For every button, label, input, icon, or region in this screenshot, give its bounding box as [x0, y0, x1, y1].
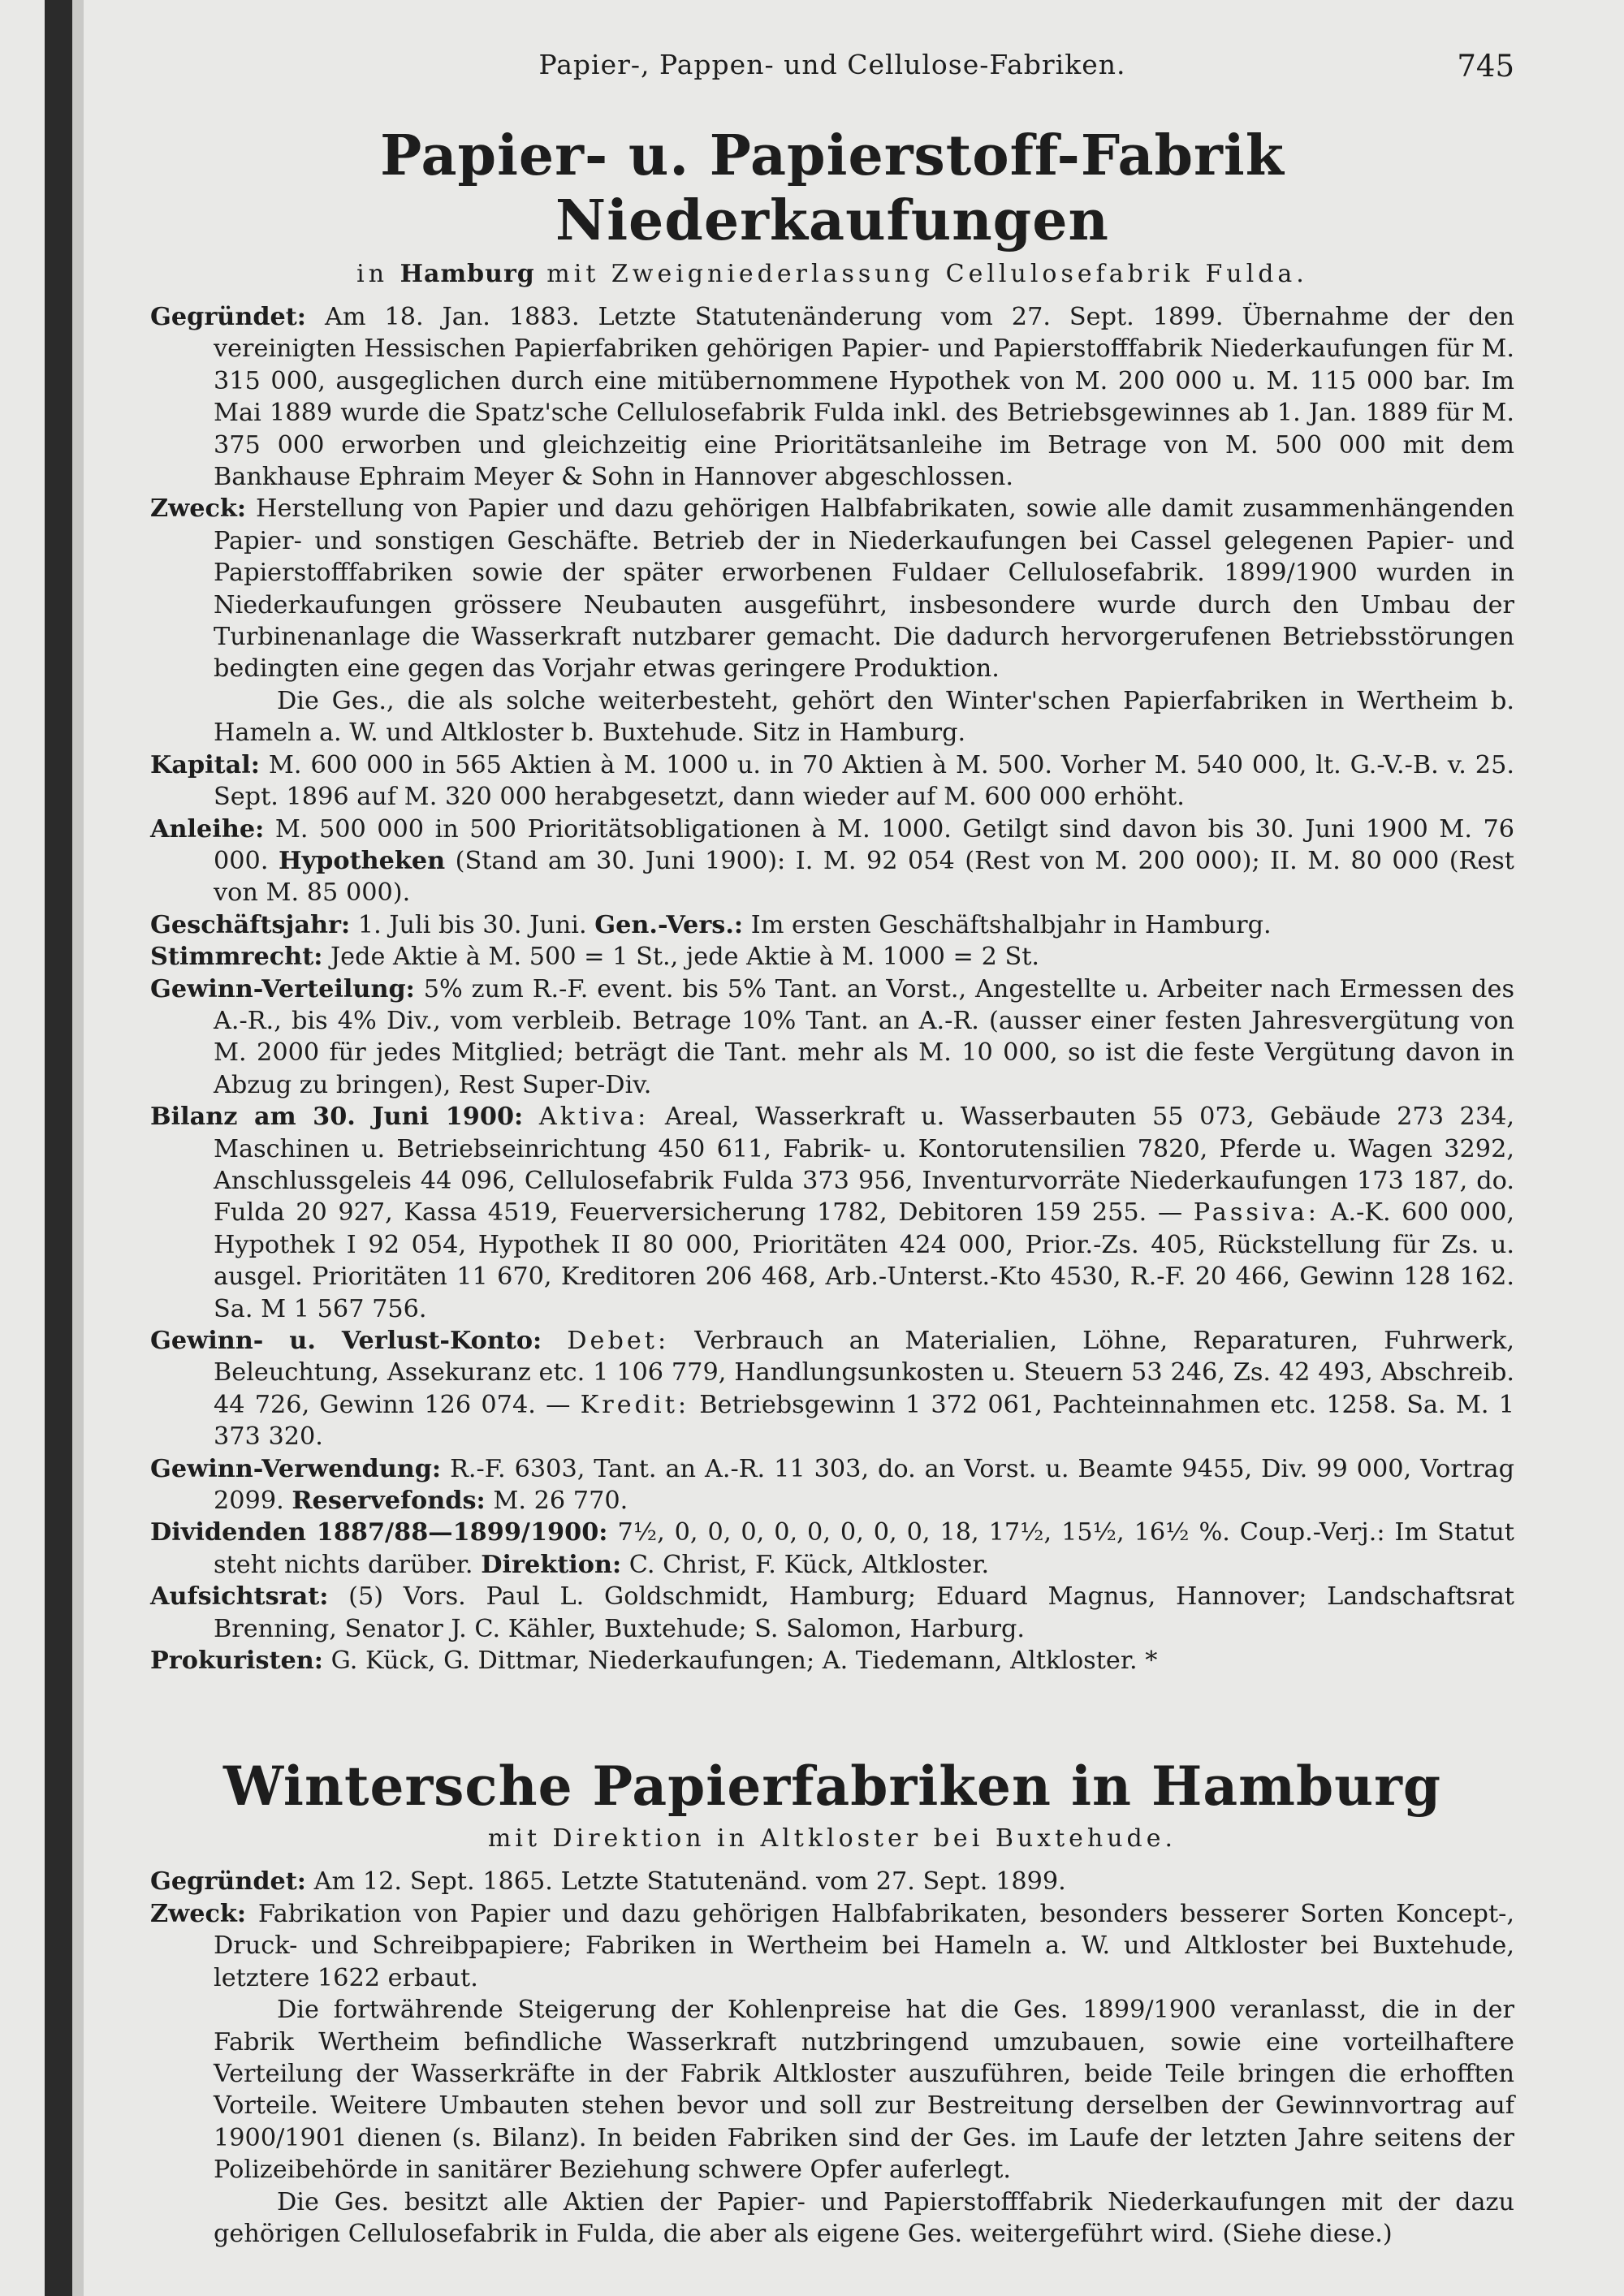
section-gewinn-verteilung	[150, 973, 1514, 1102]
section-kapital	[150, 749, 1514, 814]
scan-binding-edge	[72, 0, 84, 2296]
section-prokuristen	[150, 1645, 1514, 1677]
company-entry-niederkaufungen	[150, 123, 1514, 1677]
section-label: Geschäftsjahr:	[150, 910, 351, 939]
section-label: Gewinn- u. Verlust-Konto:	[150, 1327, 542, 1355]
section-zweck	[150, 493, 1514, 684]
section-text: (5) Vors. Paul L. Goldschmidt, Hamburg; Eduard Magnus, Hannover; Landschaftsrat Brenning, Senator J. C. Kähler, Buxtehude; S. Salomon, Harburg.	[214, 1582, 1514, 1643]
document-page	[150, 49, 1514, 2250]
section-gewinn-verlust	[150, 1325, 1514, 1453]
section-text: Am 12. Sept. 1865. Letzte Statutenänd. vom 27. Sept. 1899.	[313, 1867, 1066, 1897]
passiva-label: Passiva:	[1193, 1198, 1320, 1228]
section-zweck-continued: Die fortwährende Steigerung der Kohlenpreise hat die Ges. 1899/1900 veranlasst, die in der Fabrik Wertheim befindliche Wasserkraft nutzbringend umzubauen, sowie eine vorteilhaftere Verteilung der Wasserkräfte in der Fabrik Altkloster auszuführen, beide Teile bringen die erhofften Vorteile. Weitere Umbauten stehen bevor und soll zur Bestreitung derselben der Gewinnvortrag auf 1900/1901 dienen (s. Bilanz). In beiden Fabriken sind der Ges. im Laufe der letzten Jahre seitens der Polizeibehörde in sanitärer Beziehung schwere Opfer auferlegt.	[214, 1996, 1514, 2185]
section-text: M. 26 770.	[493, 1487, 628, 1516]
section-bilanz	[150, 1101, 1514, 1325]
company-title: Wintersche Papierfabriken in Hamburg	[222, 1754, 1442, 1819]
section-label: Direktion:	[481, 1550, 622, 1579]
section-label: Zweck:	[150, 494, 247, 524]
section-gewinn-verwendung	[150, 1453, 1514, 1517]
scan-binding-shadow	[45, 0, 72, 2296]
section-text: R.-F. 6303, Tant. an A.-R. 11 303, do. an Vorst. u. Beamte 9455, Div. 99 000, Vortrag 2099.	[214, 1454, 1515, 1516]
section-label: Aufsichtsrat:	[150, 1582, 329, 1612]
section-text: Areal, Wasserkraft u. Wasserbauten 55 073, Gebäude 273 234, Maschinen u. Betriebseinrichtung 450 611, Fabrik- u. Kontorutensilien 7820, Pferde u. Wagen 3292, Anschlussgeleis 44 096, Cellulosefabrik Fulda 373 956, Inventurvorräte Niederkaufungen 173 187, do. Fulda 20 927, Kassa 4519, Feuerversicherung 1782, Debitoren 159 255. —	[214, 1103, 1514, 1228]
section-text: M. 500 000 in 500 Prioritätsobligationen à M. 1000. Getilgt sind davon bis 30. Juni 1900 M. 76 000.	[214, 814, 1514, 875]
subtitle-prefix: in	[356, 260, 389, 288]
running-title: Papier-, Pappen- und Cellulose-Fabriken.	[538, 49, 1126, 80]
section-text: 7½, 0, 0, 0, 0, 0, 0, 0, 0, 18, 17½, 15½, 16½ %. Coup.-Verj.: Im Statut steht nichts darüber.	[214, 1518, 1514, 1579]
section-text: Verbrauch an Materialien, Löhne, Reparaturen, Fuhrwerk, Beleuchtung, Assekuranz etc. 1 106 779, Handlungsunkosten u. Steuern 53 246, Zs. 42 493, Abschreib. 44 726, Gewinn 126 074. —	[214, 1327, 1515, 1419]
section-gegruendet	[150, 301, 1514, 493]
section-text: Fabrikation von Papier und dazu gehörigen Halbfabrikaten, besonders besserer Sorten Koncept-, Druck- und Schreibpapiere; Fabriken in Wertheim bei Hameln a. W. und Altkloster bei Buxtehude, letztere 1622 erbaut.	[214, 1899, 1514, 1992]
section-label: Prokuristen:	[150, 1646, 323, 1676]
company-subtitle: mit Direktion in Altkloster bei Buxtehude.	[487, 1824, 1177, 1854]
aktiva-label: Aktiva:	[538, 1103, 650, 1132]
section-text: Herstellung von Papier und dazu gehörigen Halbfabrikaten, sowie alle damit zusammenhängenden Papier- und sonstigen Geschäfte. Betrieb der in Niederkaufungen bei Cassel gelegenen Papier- und Papierstofffabriken sowie der später erworbenen Fuldaer Cellulosefabrik. 1899/1900 wurden in Niederkaufungen grössere Neubauten ausgeführt, insbesondere wurde durch den Umbau der Turbinenanlage die Wasserkraft nutzbarer gemacht. Die dadurch hervorgerufenen Betriebsstörungen bedingten eine gegen das Vorjahr etwas geringere Produktion.	[214, 494, 1514, 684]
section-zweck	[150, 1898, 1514, 1994]
section-text: Am 18. Jan. 1883. Letzte Statutenänderung vom 27. Sept. 1899. Übernahme der den vereinigten Hessischen Papierfabriken gehörigen Papier- und Papierstofffabrik Niederkaufungen für M. 315 000, ausgeglichen durch eine mitübernommene Hypothek von M. 200 000 u. M. 115 000 bar. Im Mai 1889 wurde die Spatz'sche Cellulosefabrik Fulda inkl. des Betriebsgewinnes ab 1. Jan. 1889 für M. 375 000 erworben und gleichzeitig eine Prioritätsanleihe im Betrage von M. 500 000 mit dem Bankhause Ephraim Meyer & Sohn in Hannover abgeschlossen.	[214, 303, 1514, 492]
section-label: Gewinn-Verwendung:	[150, 1454, 442, 1483]
page-number: 745	[1457, 49, 1514, 84]
company-entry-wintersche	[150, 1754, 1514, 2250]
subtitle-city: Hamburg	[400, 260, 535, 288]
section-label: Kapital:	[150, 750, 260, 779]
section-label: Gewinn-Verteilung:	[150, 974, 415, 1003]
section-label: Stimmrecht:	[150, 943, 323, 972]
section-text: 5% zum R.-F. event. bis 5% Tant. an Vorst., Angestellte u. Arbeiter nach Ermessen des A.-R., bis 4% Div., vom verbleib. Betrage 10% Tant. an A.-R. (ausser einer festen Jahresvergütung von M. 2000 für jedes Mitglied; beträgt die Tant. mehr als M. 10 000, so ist die feste Vergütung davon in Abzug zu bringen), Rest Super-Div.	[214, 974, 1514, 1099]
section-stimmrecht	[150, 941, 1514, 973]
section-label: Hypotheken	[278, 846, 446, 875]
company-subtitle	[150, 260, 1514, 288]
section-dividenden	[150, 1517, 1514, 1581]
section-label: Gegründet:	[150, 303, 306, 331]
section-text: (Stand am 30. Juni 1900): I. M. 92 054 (Rest von M. 200 000); II. M. 80 000 (Rest von M. 85 000).	[214, 846, 1514, 908]
section-text: A.-K. 600 000, Hypothek I 92 054, Hypothek II 80 000, Prioritäten 424 000, Prior.-Zs. 405, Rückstellung für Zs. u. ausgel. Prioritäten 11 670, Kreditoren 206 468, Arb.-Unterst.-Kto 4530, R.-F. 20 466, Gewinn 128 162. Sa. M 1 567 756.	[214, 1198, 1514, 1323]
section-label: Reservefonds:	[292, 1487, 486, 1516]
section-text: M. 600 000 in 565 Aktien à M. 1000 u. in 70 Aktien à M. 500. Vorher M. 540 000, lt. G.-V.-B. v. 25. Sept. 1896 auf M. 320 000 herabgesetzt, dann wieder auf M. 600 000 erhöht.	[214, 750, 1514, 812]
section-geschaeftsjahr	[150, 909, 1514, 941]
running-header	[150, 49, 1514, 89]
section-aufsichtsrat	[150, 1581, 1514, 1645]
section-label: Anleihe:	[150, 814, 265, 844]
company-title: Papier- u. Papierstoff-Fabrik Niederkaufungen	[380, 123, 1285, 253]
section-gegruendet	[150, 1866, 1514, 1897]
section-zweck-continued: Die Ges. besitzt alle Aktien der Papier- und Papierstofffabrik Niederkaufungen mit der dazu gehörigen Cellulosefabrik in Fulda, die aber als eigene Ges. weitergeführt wird. (Siehe diese.)	[214, 2187, 1514, 2248]
section-zweck-continued: Die Ges., die als solche weiterbesteht, gehört den Winter'schen Papierfabriken in Wertheim b. Hameln a. W. und Altkloster b. Buxtehude. Sitz in Hamburg.	[214, 686, 1514, 748]
section-label: Dividenden 1887/88—1899/1900:	[150, 1518, 608, 1547]
section-text: Betriebsgewinn 1 372 061, Pachteinnahmen etc. 1258. Sa. M. 1 373 320.	[214, 1390, 1514, 1452]
section-label: Bilanz am 30. Juni 1900:	[150, 1103, 524, 1132]
section-label: Gen.-Vers.:	[594, 910, 744, 939]
section-label: Zweck:	[150, 1899, 247, 1928]
section-text: Im ersten Geschäftshalbjahr in Hamburg.	[750, 910, 1272, 939]
section-label: Gegründet:	[150, 1867, 306, 1897]
debet-label: Debet:	[567, 1327, 670, 1355]
section-text: Jede Aktie à M. 500 = 1 St., jede Aktie à M. 1000 = 2 St.	[330, 943, 1040, 972]
section-text: 1. Juli bis 30. Juni.	[357, 910, 587, 939]
kredit-label: Kredit:	[580, 1390, 690, 1419]
section-anleihe	[150, 814, 1514, 909]
subtitle-suffix: mit Zweigniederlassung Cellulosefabrik Fulda.	[546, 260, 1308, 288]
section-text: G. Kück, G. Dittmar, Niederkaufungen; A. Tiedemann, Altkloster. *	[330, 1646, 1158, 1676]
section-text: C. Christ, F. Kück, Altkloster.	[628, 1550, 990, 1579]
